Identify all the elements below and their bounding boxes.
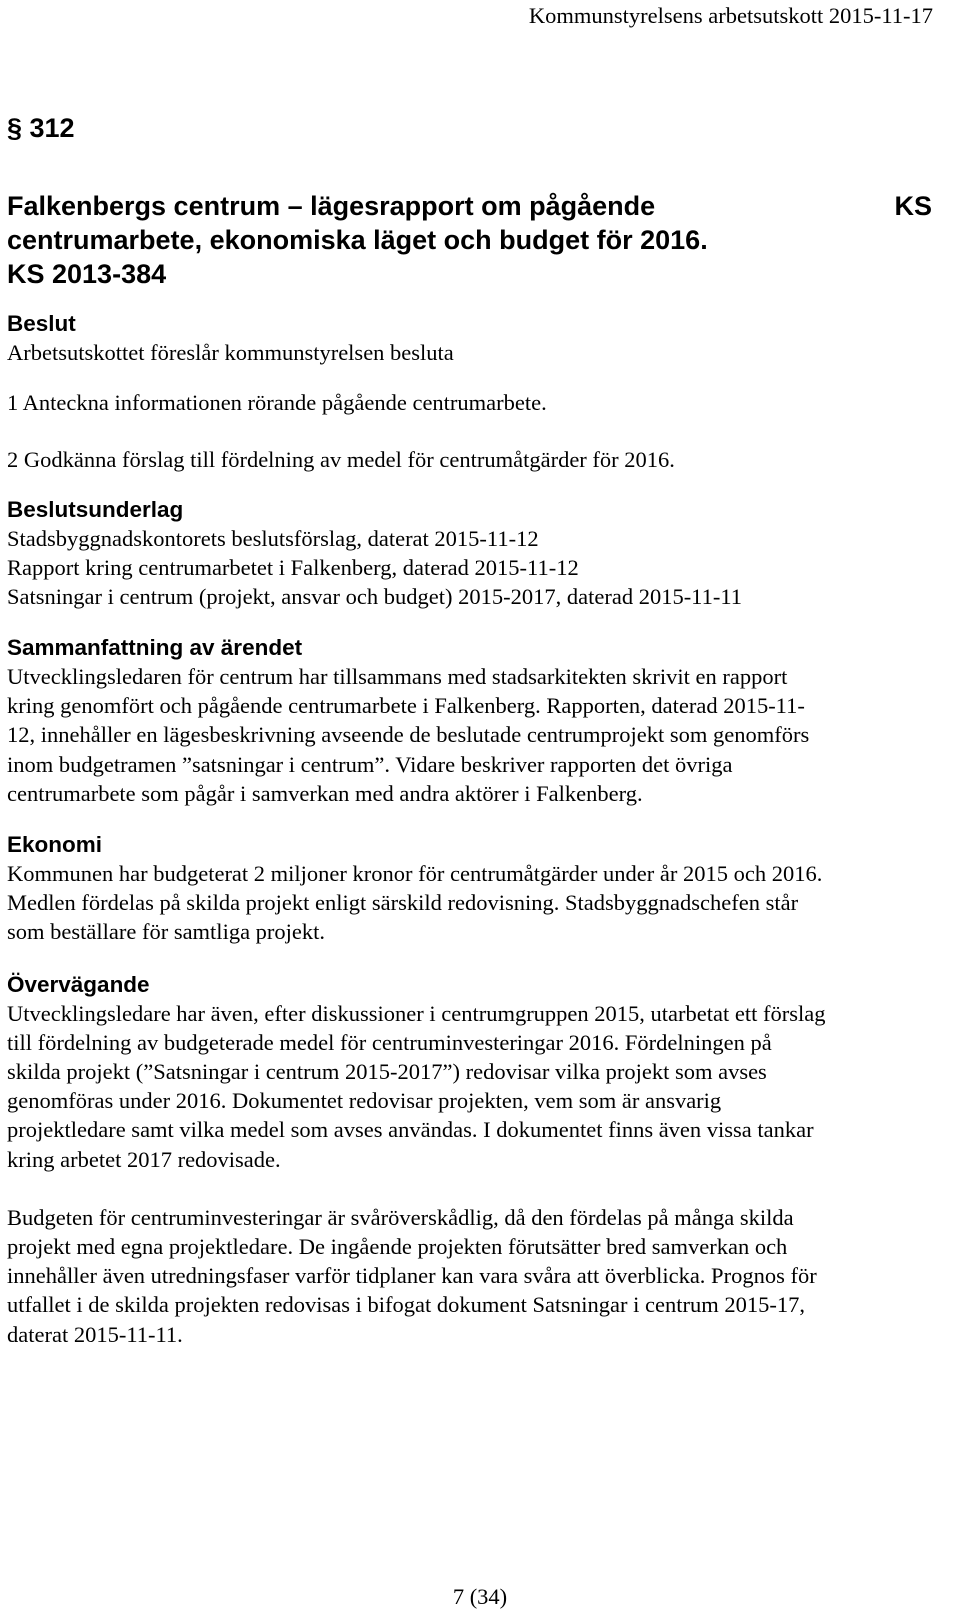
- text-line: daterat 2015-11-11.: [7, 1321, 183, 1347]
- section-heading-ekonomi: Ekonomi: [7, 832, 103, 858]
- case-number: KS 2013-384: [7, 259, 167, 289]
- section-heading-sammanfattning: Sammanfattning av ärendet: [7, 635, 303, 660]
- beslutsunderlag-item: Satsningar i centrum (projekt, ansvar och budget) 2015-2017, daterad 2015-11-11: [7, 584, 743, 609]
- text-line: Utvecklingsledaren för centrum har tillsammans med stadsarkitekten skrivit en rapport: [7, 664, 788, 689]
- text-line: genomföras under 2016. Dokumentet redovisar projekten, vem som är ansvarig: [7, 1088, 722, 1114]
- document-body: [7, 110, 932, 1349]
- beslut-intro: Arbetsutskottet föreslår kommunstyrelsen besluta: [7, 340, 454, 365]
- paragraph-title-block: [7, 189, 932, 291]
- text-line: kring arbetet 2017 redovisade.: [7, 1146, 281, 1172]
- text-line: till fördelning av budgeterade medel för centruminvesteringar 2016. Fördelningen på: [7, 1029, 772, 1055]
- sammanfattning-text: [7, 662, 932, 808]
- text-line: utfallet i de skilda projekten redovisas i bifogat dokument Satsningar i centrum 2015-17,: [7, 1292, 805, 1318]
- text-line: kring genomfört och pågående centrumarbete i Falkenberg. Rapporten, daterad 2015-11-: [7, 693, 805, 719]
- beslut-item-2: 2 Godkänna förslag till fördelning av medel för centrumåtgärder för 2016.: [7, 447, 675, 472]
- page-number: 7 (34): [452, 1584, 508, 1609]
- beslutsunderlag-item: Stadsbyggnadskontorets beslutsförslag, daterat 2015-11-12: [7, 526, 539, 551]
- text-line: inom budgetramen ”satsningar i centrum”. Vidare beskriver rapporten det övriga: [7, 751, 733, 777]
- text-line: Utvecklingsledare har även, efter diskussioner i centrumgruppen 2015, utarbetat ett förslag: [7, 1000, 826, 1026]
- section-heading-overvagande: Övervägande: [7, 971, 150, 997]
- text-line: som beställare för samtliga projekt.: [7, 919, 326, 945]
- text-line: skilda projekt (”Satsningar i centrum 2015-2017”) redovisar vilka projekt som avses: [7, 1059, 767, 1085]
- text-line: Medlen fördelas på skilda projekt enligt särskild redovisning. Stadsbyggnadschefen står: [7, 890, 799, 916]
- text-line: Kommunen har budgeterat 2 miljoner kronor för centrumåtgärder under år 2015 och 2016.: [7, 861, 823, 887]
- text-line: projektledare samt vilka medel som avses användas. I dokumentet finns även vissa tankar: [7, 1117, 814, 1143]
- beslut-item-1: 1 Anteckna informationen rörande pågående centrumarbete.: [7, 390, 547, 415]
- section-heading-beslut: Beslut: [7, 311, 76, 336]
- overvagande-paragraph-2: [7, 1203, 932, 1349]
- paragraph-title-line: centrumarbete, ekonomiska läget och budget för 2016.: [7, 225, 708, 255]
- text-line: innehåller även utredningsfaser varför tidplaner kan vara svåra att överblicka. Prognos för: [7, 1263, 817, 1289]
- text-line: projekt med egna projektledare. De ingående projekten förutsätter bred samverkan och: [7, 1234, 788, 1260]
- overvagande-paragraph-1: [7, 999, 932, 1174]
- text-line: centrumarbete som pågår i samverkan med andra aktörer i Falkenberg.: [7, 780, 643, 806]
- ks-tag: KS: [894, 191, 932, 221]
- section-heading-beslutsunderlag: Beslutsunderlag: [7, 497, 184, 522]
- paragraph-number: § 312: [7, 113, 75, 143]
- running-header: Kommunstyrelsens arbetsutskott 2015-11-17: [528, 3, 933, 28]
- text-line: Budgeten för centruminvesteringar är svåröverskådlig, då den fördelas på många skilda: [7, 1204, 794, 1230]
- text-line: 12, innehåller en lägesbeskrivning avseende de beslutade centrumprojekt som genomförs: [7, 722, 810, 748]
- ekonomi-text: [7, 859, 932, 947]
- paragraph-title-line: Falkenbergs centrum – lägesrapport om pågående: [7, 191, 656, 221]
- beslutsunderlag-item: Rapport kring centrumarbetet i Falkenberg, daterad 2015-11-12: [7, 555, 579, 580]
